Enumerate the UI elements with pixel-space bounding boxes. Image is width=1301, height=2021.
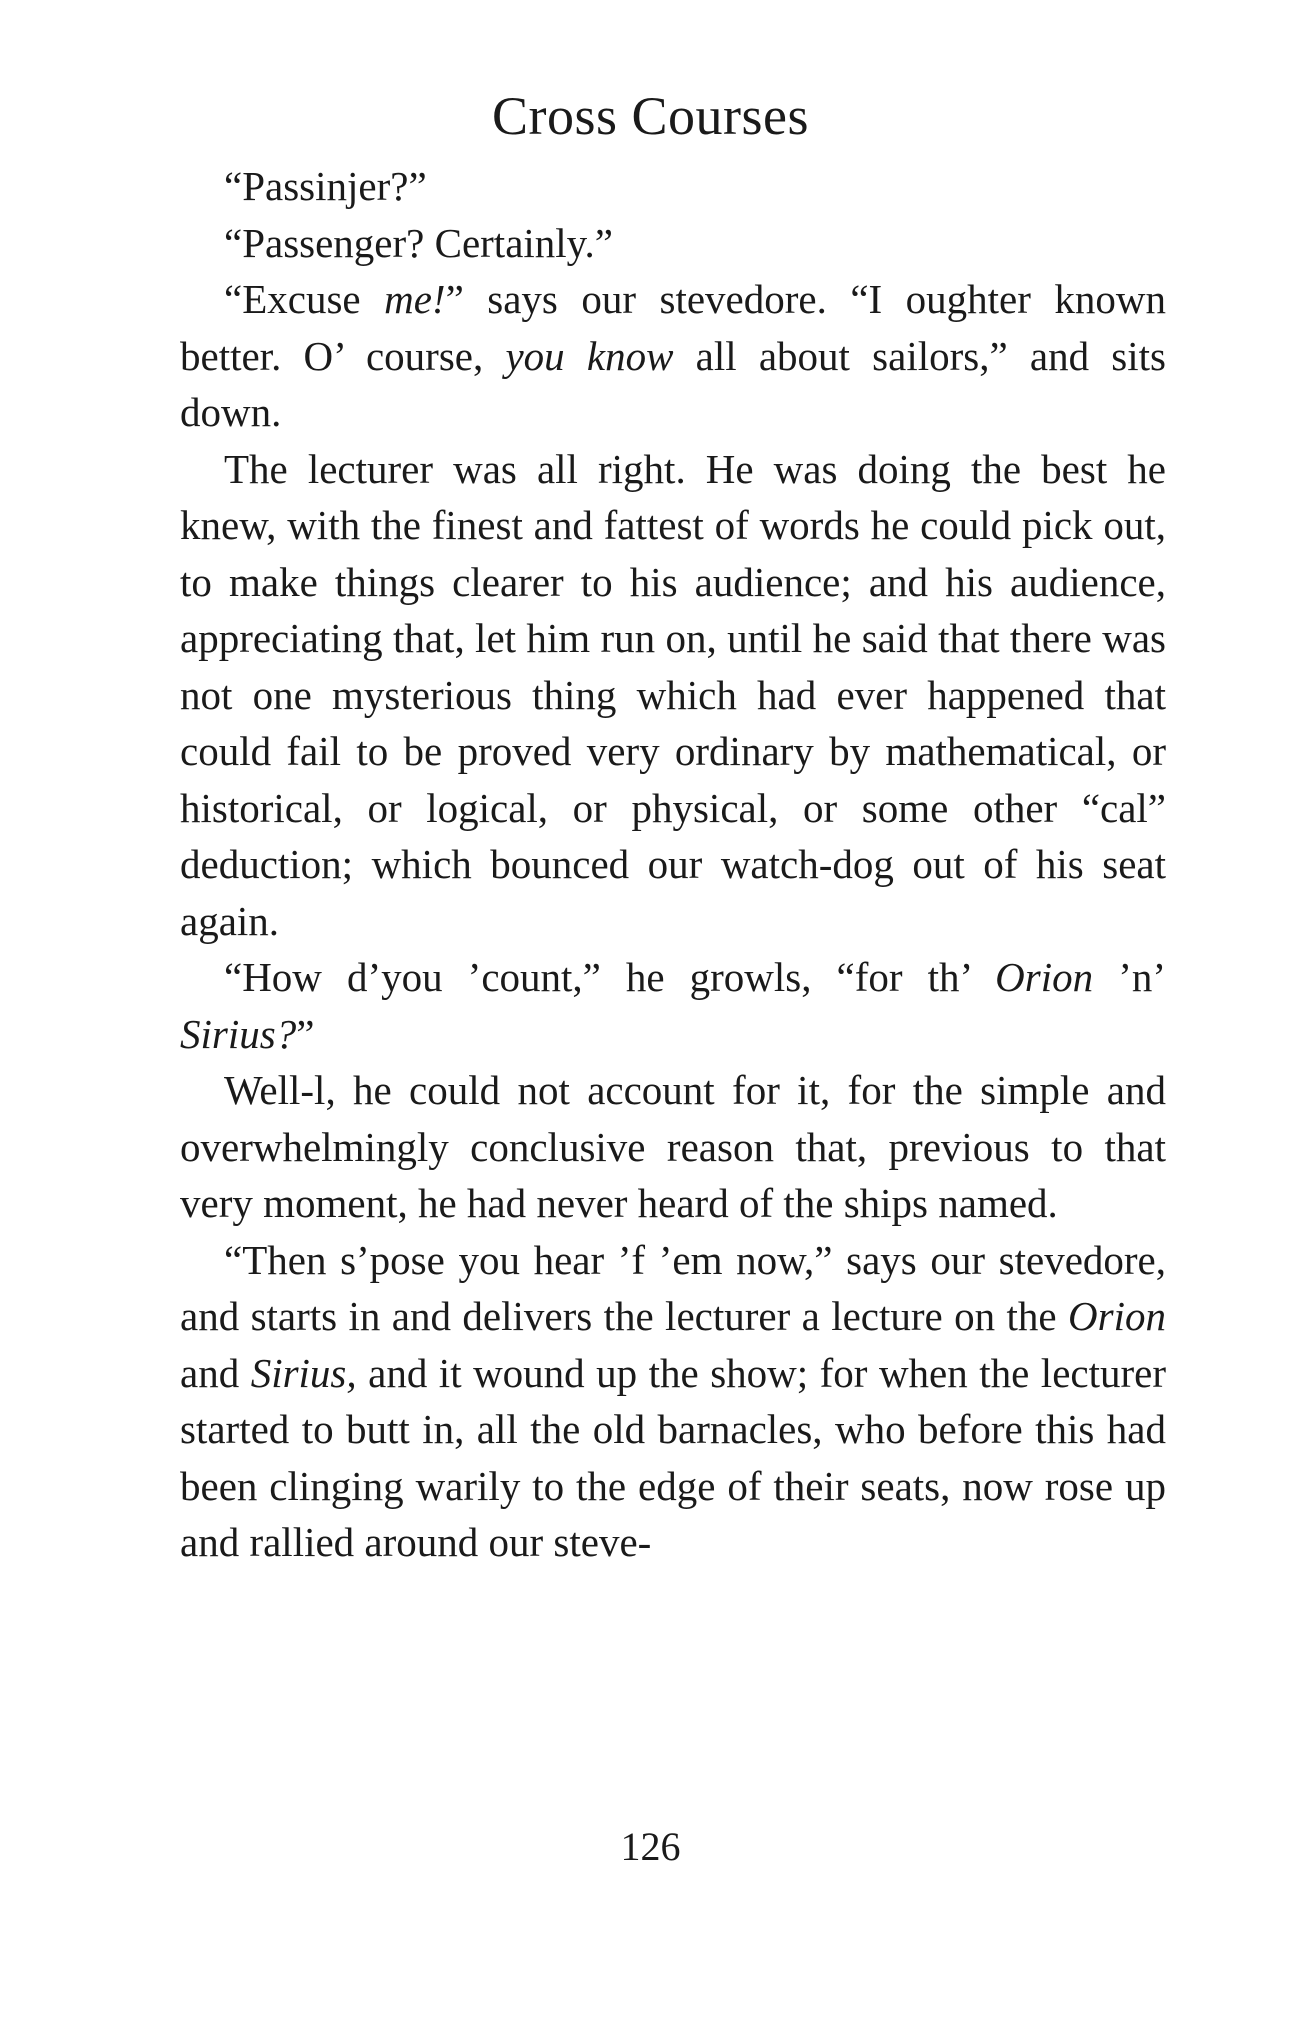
text-run: and (180, 1349, 251, 1396)
text-run: and it wound up the show; for when the lecturer started to butt in, all the old barnacles, who before this had been clinging warily to the edge of their seats, now rose up and rallied around our steve- (180, 1349, 1166, 1565)
text-run: “Then s’pose you hear ’f ’em now,” says our stevedore, and starts in and delivers the lecturer a lecture on the (180, 1236, 1166, 1339)
italic-run: Orion (995, 954, 1094, 1000)
text-run: ” (296, 1010, 315, 1057)
italic-run: you know (505, 332, 674, 379)
running-head-title: Cross Courses (491, 86, 810, 146)
paragraph-then-spose (180, 1232, 1166, 1571)
text-run: ” says our stevedore. “I oughter known better. O’ course, (180, 276, 1167, 379)
italic-run: Orion (1068, 1293, 1166, 1339)
italic-run: Sirius? (180, 1010, 297, 1057)
body-text (180, 158, 1166, 1571)
paragraph-well-l: Well-l, he could not account for it, for the simple and overwhelmingly conclusive reason that, previous to that very moment, he had never heard of the ships named. (180, 1067, 1166, 1226)
paragraph-how-dyou-count (180, 949, 1166, 1062)
text-run: “Excuse (224, 276, 385, 322)
italic-run: me! (384, 276, 446, 322)
italic-run: Sirius, (250, 1349, 357, 1396)
paragraph-excuse-me (180, 271, 1166, 441)
text-run: all about sailors,” and sits down. (180, 332, 1167, 435)
paragraph-lecturer: The lecturer was all right. He was doing the best he knew, with the finest and fattest of words he could pick out, to make things clearer to his audience; and his audience, appreciating that, let him run on, until he said that there was not one mysterious thing which had ever happened that could fail to be proved very ordinary by mathematical, or historical, or logical, or physical, or some other “cal” deduction; which bounced our watch-dog out of his seat again. (180, 445, 1166, 944)
page-number: 126 (620, 1824, 681, 1869)
paragraph-passinjer: “Passinjer?” (224, 163, 427, 209)
paragraph-passenger: “Passenger? Certainly.” (224, 219, 613, 266)
text-run: “How d’you ’count,” he growls, “for th’ (224, 954, 996, 1000)
text-run: ’n’ (1093, 954, 1166, 1000)
